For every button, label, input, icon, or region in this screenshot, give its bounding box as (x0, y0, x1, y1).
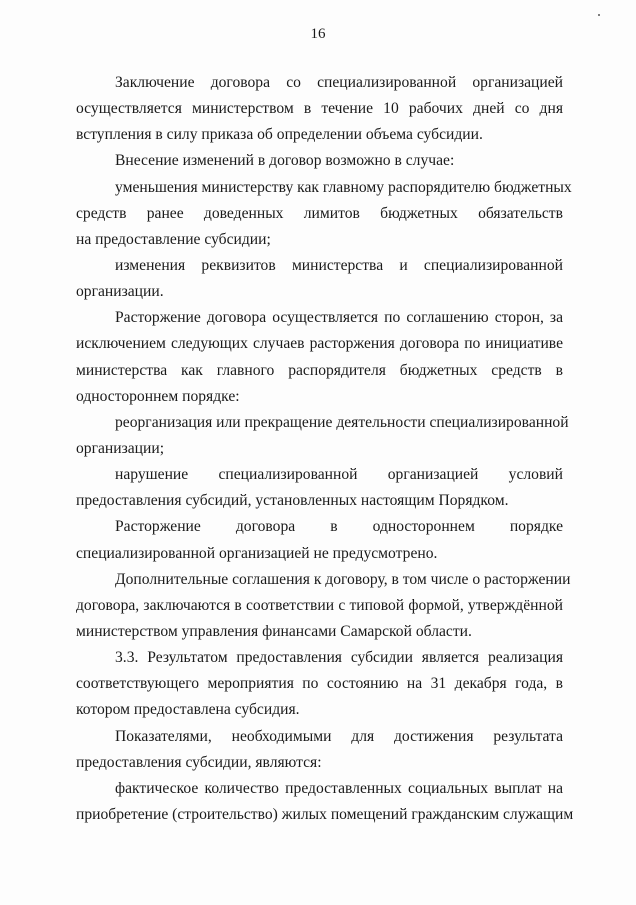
text-line: одностороннем порядке: (76, 387, 240, 405)
text-line: нарушение специализированной организацией условий (115, 466, 563, 484)
text-line: реорганизация или прекращение деятельности специализированной (115, 413, 569, 431)
text-line: министерства как главного распорядителя бюджетных средств в (76, 361, 563, 379)
text-line: средств ранее доведенных лимитов бюджетных обязательств (76, 204, 563, 222)
scan-speck (598, 14, 600, 16)
text-line: фактическое количество предоставленных социальных выплат на (115, 779, 563, 797)
text-line: специализированной организацией не предусмотрено. (76, 544, 438, 562)
document-body (76, 70, 574, 828)
text-line: приобретение (строительство) жилых помещений гражданским служащим (76, 805, 574, 823)
text-line: Показателями, необходимыми для достижения результата (115, 727, 563, 745)
text-line: Заключение договора со специализированной организацией (115, 74, 563, 91)
text-line: 3.3. Результатом предоставления субсидии является реализация (115, 649, 563, 667)
text-line: организации. (76, 283, 164, 301)
page-number: 16 (310, 26, 326, 42)
text-line: министерством управления финансами Самарской области. (76, 622, 472, 640)
text-line: осуществляется министерством в течение 10 рабочих дней со дня (76, 100, 563, 118)
text-line: Расторжение договора осуществляется по соглашению сторон, за (115, 309, 563, 327)
text-line: Расторжение договора в одностороннем порядке (115, 518, 563, 536)
text-line: предоставления субсидии, являются: (76, 753, 322, 771)
text-line: Дополнительные соглашения к договору, в том числе о расторжении (115, 570, 571, 588)
text-line: организации; (76, 439, 165, 457)
text-line: изменения реквизитов министерства и специализированной (115, 256, 563, 274)
text-line: соответствующего мероприятия по состоянию на 31 декабря года, в (76, 675, 563, 693)
text-line: вступления в силу приказа об определении объема субсидии. (76, 126, 483, 144)
text-line: договора, заключаются в соответствии с типовой формой, утверждённой (76, 596, 563, 614)
text-line: котором предоставлена субсидия. (76, 701, 300, 719)
text-line: Внесение изменений в договор возможно в случае: (115, 152, 455, 170)
text-line: на предоставление субсидии; (76, 230, 271, 248)
text-line: уменьшения министерству как главному распорядителю бюджетных (115, 178, 572, 196)
text-line: предоставления субсидий, установленных настоящим Порядком. (76, 492, 509, 510)
text-line: исключением следующих случаев расторжения договора по инициативе (76, 335, 563, 353)
